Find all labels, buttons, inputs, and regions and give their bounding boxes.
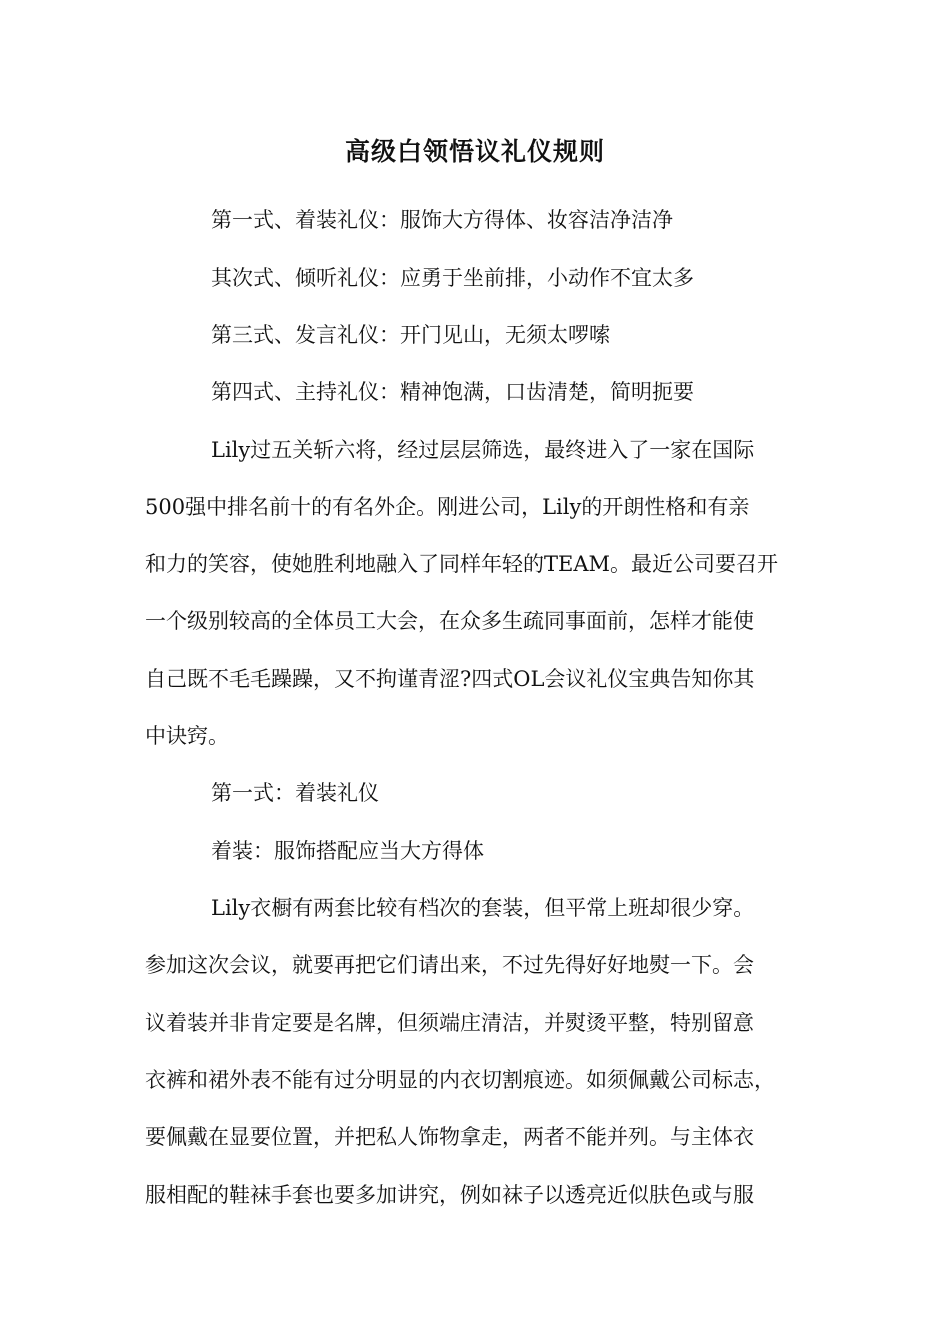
paragraph-line: 议着装并非肯定要是名牌，但须端庄清洁，并熨烫平整，特别留意 (145, 1011, 754, 1035)
paragraph-line: 要佩戴在显要位置，并把私人饰物拿走，两者不能并列。与主体衣 (145, 1125, 754, 1149)
paragraph-line: 第三式、发言礼仪：开门见山，无须太啰嗦 (211, 323, 610, 347)
paragraph-line: Lily衣橱有两套比较有档次的套装，但平常上班却很少穿。 (211, 896, 755, 920)
document-title: 高级白领悟议礼仪规则 (344, 137, 605, 166)
paragraph-line: 和力的笑容，使她胜利地融入了同样年轻的TEAM。最近公司要召开 (145, 552, 779, 576)
paragraph-line: 其次式、倾听礼仪：应勇于坐前排，小动作不宜太多 (211, 266, 694, 290)
paragraph-line: 服相配的鞋袜手套也要多加讲究，例如袜子以透亮近似肤色或与服 (145, 1183, 754, 1207)
paragraph-line: 第四式、主持礼仪：精神饱满，口齿清楚，简明扼要 (211, 380, 694, 404)
paragraph-line: 参加这次会议，就要再把它们请出来，不过先得好好地熨一下。会 (145, 953, 754, 977)
paragraph-line: 中诀窍。 (145, 724, 229, 748)
paragraph-line: 衣裤和裙外表不能有过分明显的内衣切割痕迹。如须佩戴公司标志， (145, 1068, 775, 1092)
paragraph-line: 着装：服饰搭配应当大方得体 (211, 839, 484, 863)
paragraph-line: 500强中排名前十的有名外企。刚进公司，Lily的开朗性格和有亲 (145, 495, 750, 519)
paragraph-line: 一个级别较高的全体员工大会，在众多生疏同事面前，怎样才能使 (145, 609, 754, 633)
paragraph-line: Lily过五关斩六将，经过层层筛选，最终进入了一家在国际 (211, 438, 755, 462)
paragraph-line: 自己既不毛毛躁躁，又不拘谨青涩?四式OL会议礼仪宝典告知你其 (145, 667, 755, 691)
section-heading: 第一式：着装礼仪 (211, 781, 379, 805)
paragraph-line: 第一式、着装礼仪：服饰大方得体、妆容洁净洁净 (211, 208, 673, 232)
